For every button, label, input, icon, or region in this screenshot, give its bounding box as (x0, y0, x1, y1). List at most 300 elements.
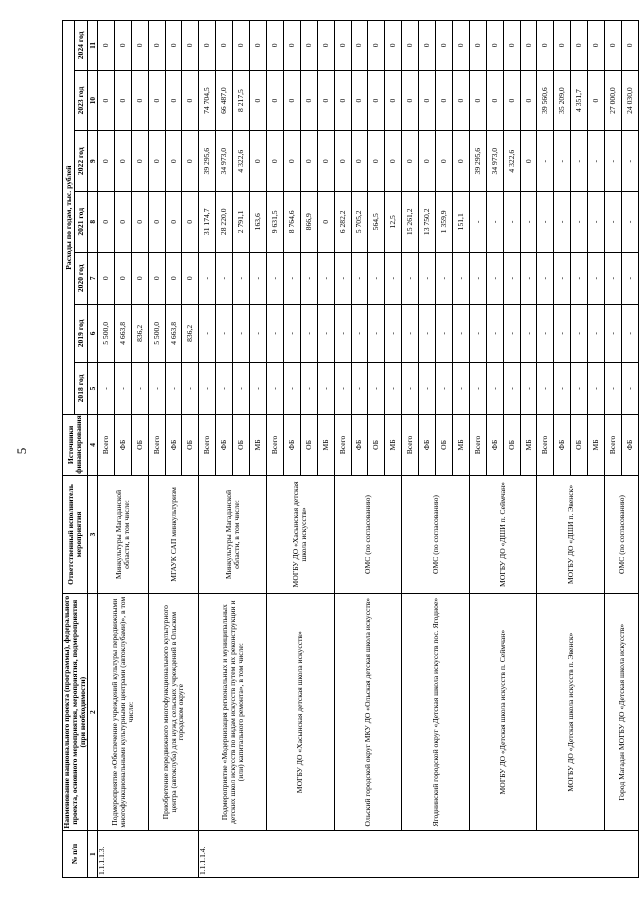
expense-value: 0 (368, 21, 385, 71)
expense-value: - (317, 304, 334, 362)
expense-value: 2 791,1 (233, 191, 250, 252)
expense-value: - (554, 304, 571, 362)
expense-value: - (503, 362, 520, 414)
expense-value: 4 322,6 (503, 131, 520, 192)
expense-value: - (368, 304, 385, 362)
activity-name: Город Магадан МОГБУ ДО «Детская школа искусств» (605, 594, 639, 831)
expense-value: 9 631,5 (266, 191, 283, 252)
expense-value: 0 (165, 191, 182, 252)
expense-value: 0 (351, 70, 368, 131)
expense-value: - (537, 131, 554, 192)
funding-source: ФБ (486, 415, 503, 476)
header-year: 2024 год (75, 21, 87, 71)
column-index: 5 (87, 362, 97, 414)
funding-source: ФБ (165, 415, 182, 476)
expense-value: 0 (148, 191, 165, 252)
expense-value: 0 (266, 131, 283, 192)
expense-value: - (368, 252, 385, 304)
expense-value: 31 174,7 (199, 191, 216, 252)
expense-value: - (216, 362, 233, 414)
expense-value: - (250, 362, 267, 414)
funding-source: ОБ (233, 415, 250, 476)
header-year: 2019 год (75, 304, 87, 362)
expense-value: 0 (469, 21, 486, 71)
expense-value: 0 (452, 70, 469, 131)
expense-value: - (131, 362, 148, 414)
expense-value: - (622, 362, 639, 414)
expense-value: - (571, 252, 588, 304)
expense-value: 34 973,0 (216, 131, 233, 192)
activity-name: Ягоднинский городской округ «Детская школа искусств пос. Ягодное» (402, 594, 470, 831)
expense-value: 66 487,0 (216, 70, 233, 131)
expense-value: 0 (300, 21, 317, 71)
expense-value: - (300, 362, 317, 414)
expense-value: 39 560,6 (537, 70, 554, 131)
expense-value: - (554, 131, 571, 192)
expense-value: - (622, 304, 639, 362)
expense-value: - (148, 362, 165, 414)
expense-value: 0 (165, 131, 182, 192)
expense-value: - (605, 131, 622, 192)
expense-value: 0 (402, 70, 419, 131)
expense-value: - (520, 252, 537, 304)
expense-value: - (216, 304, 233, 362)
table-row (537, 21, 554, 878)
expense-value: 0 (436, 70, 453, 131)
expense-value: 0 (233, 21, 250, 71)
expense-value: - (317, 362, 334, 414)
expense-value: - (266, 362, 283, 414)
expense-value: - (165, 362, 182, 414)
expense-value: - (283, 362, 300, 414)
expense-value: 0 (419, 21, 436, 71)
funding-source: ОБ (571, 415, 588, 476)
expense-value: 836,2 (182, 304, 199, 362)
expense-value: 34 973,0 (486, 131, 503, 192)
expense-value: - (199, 304, 216, 362)
expense-value: - (469, 304, 486, 362)
expense-value: 0 (182, 21, 199, 71)
activity-name: Приобретение передвижного многофункционального культурного центра (автоклуба) для нужд сельских учреждений в Ольском городском округе (148, 594, 199, 831)
expense-value: - (334, 304, 351, 362)
expense-value: - (588, 304, 605, 362)
expense-value: 39 295,6 (469, 131, 486, 192)
expense-value: - (300, 252, 317, 304)
expense-value: - (266, 304, 283, 362)
header-year: 2018 год (75, 362, 87, 414)
expense-value: 0 (605, 21, 622, 71)
header-year: 2020 год (75, 252, 87, 304)
funding-source: Всего (334, 415, 351, 476)
expense-value: - (605, 252, 622, 304)
table-row (469, 21, 486, 878)
expense-value: 0 (622, 21, 639, 71)
expense-value: 0 (131, 131, 148, 192)
expense-value: 0 (131, 70, 148, 131)
expense-value: - (469, 252, 486, 304)
expense-value: 0 (250, 131, 267, 192)
expense-value: 0 (97, 21, 114, 71)
expense-value: 4 663,8 (165, 304, 182, 362)
header-year: 2023 год (75, 70, 87, 131)
expense-value: - (452, 252, 469, 304)
expense-value: 0 (520, 131, 537, 192)
expense-value: 163,6 (250, 191, 267, 252)
expense-value: 0 (317, 131, 334, 192)
expense-value: - (622, 191, 639, 252)
expense-value: 0 (182, 131, 199, 192)
executor: ОМС (по согласованию) (605, 475, 639, 593)
funding-source: МБ (317, 415, 334, 476)
expense-value: 0 (250, 70, 267, 131)
expense-value: - (182, 362, 199, 414)
expense-value: 0 (114, 191, 131, 252)
column-index: 10 (87, 70, 97, 131)
funding-source: МБ (588, 415, 605, 476)
row-number: 1.1.1.1.4. (199, 831, 639, 878)
expense-value: 0 (588, 21, 605, 71)
expense-value: 0 (334, 70, 351, 131)
expense-value: 0 (452, 131, 469, 192)
expense-value: - (266, 252, 283, 304)
funding-source: ОБ (182, 415, 199, 476)
expense-value: - (554, 362, 571, 414)
header-num: № п/п (63, 831, 88, 878)
expense-value: - (588, 362, 605, 414)
table-row (97, 21, 114, 878)
expense-value: 0 (334, 21, 351, 71)
expense-value: 0 (283, 70, 300, 131)
executor: Минкультуры Магаданской области, в том числе: (199, 475, 267, 593)
funding-source: ФБ (351, 415, 368, 476)
expense-value: 0 (148, 70, 165, 131)
header-executor: Ответственный исполнитель мероприятия (63, 475, 88, 593)
expense-value: 1 359,9 (436, 191, 453, 252)
executor: МГАУК САП минкультуризм (148, 475, 199, 593)
expense-value: - (622, 252, 639, 304)
funding-source: МБ (385, 415, 402, 476)
expense-value: 0 (266, 21, 283, 71)
table-row (334, 21, 351, 878)
expense-value: - (520, 304, 537, 362)
expense-value: - (537, 191, 554, 252)
expense-value: - (250, 304, 267, 362)
expense-value: - (385, 362, 402, 414)
expense-value: - (233, 362, 250, 414)
expense-value: 564,5 (368, 191, 385, 252)
expense-value: - (283, 304, 300, 362)
expense-value: 0 (216, 21, 233, 71)
expense-value: 0 (486, 21, 503, 71)
expense-value: 0 (554, 21, 571, 71)
expense-value: - (419, 252, 436, 304)
expense-value: - (233, 252, 250, 304)
expense-value: - (97, 362, 114, 414)
expense-value: 0 (503, 70, 520, 131)
expense-value: 0 (419, 70, 436, 131)
expense-value: 866,9 (300, 191, 317, 252)
table-row (266, 21, 283, 878)
column-index-row (87, 21, 97, 878)
expense-value: 0 (131, 21, 148, 71)
expense-value: - (114, 362, 131, 414)
page-number: 5 (14, 447, 29, 455)
expense-value: - (588, 252, 605, 304)
expense-value: - (486, 252, 503, 304)
expense-value: 4 663,8 (114, 304, 131, 362)
expense-value: - (588, 191, 605, 252)
expense-value: 0 (114, 131, 131, 192)
expense-value: - (537, 304, 554, 362)
expense-value: 0 (165, 21, 182, 71)
expense-value: - (283, 252, 300, 304)
expense-value: 0 (266, 70, 283, 131)
header-year: 2021 год (75, 191, 87, 252)
expense-value: 0 (469, 70, 486, 131)
expense-value: 0 (402, 131, 419, 192)
expense-value: 5 500,0 (97, 304, 114, 362)
expense-value: 4 322,6 (233, 131, 250, 192)
expense-value: - (317, 252, 334, 304)
expense-value: - (503, 191, 520, 252)
expense-value: - (300, 304, 317, 362)
table-header (63, 21, 98, 878)
expense-value: - (452, 362, 469, 414)
header-name: Наименование национального проекта (программы), федерального проекта, основного мероприятия, мероприятия, подмероприятия (при необходимости) (63, 594, 88, 831)
expense-value: - (402, 362, 419, 414)
expense-value: 0 (300, 131, 317, 192)
funding-source: ФБ (554, 415, 571, 476)
expense-value: - (334, 362, 351, 414)
expense-value: 0 (520, 21, 537, 71)
funding-source: ОБ (300, 415, 317, 476)
expense-value: 0 (97, 131, 114, 192)
column-index: 9 (87, 131, 97, 192)
expense-value: 0 (351, 21, 368, 71)
expense-value: 0 (283, 131, 300, 192)
expense-value: 0 (452, 21, 469, 71)
expense-value: - (469, 191, 486, 252)
expense-value: - (554, 252, 571, 304)
expense-value: 0 (537, 21, 554, 71)
expense-value: 28 220,0 (216, 191, 233, 252)
header-year: 2022 год (75, 131, 87, 192)
expense-value: 13 750,2 (419, 191, 436, 252)
table-row (605, 21, 622, 878)
expense-value: - (436, 362, 453, 414)
expense-value: 6 282,2 (334, 191, 351, 252)
header-source: Источники финансирования (63, 415, 88, 476)
expense-value: 0 (250, 21, 267, 71)
expense-value: - (385, 252, 402, 304)
expense-value: 0 (114, 21, 131, 71)
funding-source: ОБ (368, 415, 385, 476)
header-expenses: Расходы по годам, тыс. рублей (63, 21, 75, 415)
expense-value: 0 (182, 191, 199, 252)
expense-value: 0 (300, 70, 317, 131)
expense-value: 0 (503, 21, 520, 71)
expense-value: 0 (165, 252, 182, 304)
funding-source: Всего (199, 415, 216, 476)
expense-value: 151,1 (452, 191, 469, 252)
funding-source: Всего (605, 415, 622, 476)
expense-value: 0 (402, 21, 419, 71)
activity-name: Подмероприятие «Модернизация региональных и муниципальных детских школ искусств по видам искусств путем их реконструкции и (или) капитального ремонта», в том числе: (199, 594, 267, 831)
column-index: 1 (87, 831, 97, 878)
expense-value: - (486, 191, 503, 252)
expense-value: - (588, 131, 605, 192)
expense-value: 0 (385, 21, 402, 71)
expense-value: - (419, 362, 436, 414)
expense-value: 0 (436, 131, 453, 192)
funding-source: Всего (402, 415, 419, 476)
expense-value: 0 (351, 131, 368, 192)
expense-value: 4 351,7 (571, 70, 588, 131)
funding-source: Всего (266, 415, 283, 476)
expense-value: - (503, 252, 520, 304)
expense-value: 0 (182, 252, 199, 304)
expense-value: 0 (436, 21, 453, 71)
expense-value: 0 (97, 70, 114, 131)
table-body (97, 21, 638, 878)
expense-value: - (571, 304, 588, 362)
table-row (199, 21, 216, 878)
expense-value: 0 (419, 131, 436, 192)
expense-value: 5 500,0 (148, 304, 165, 362)
table-row (148, 21, 165, 878)
funding-source: ОБ (503, 415, 520, 476)
executor: ОМС (по согласованию) (402, 475, 470, 593)
expense-value: - (520, 191, 537, 252)
expense-value: 8 217,5 (233, 70, 250, 131)
expense-value: - (402, 304, 419, 362)
expense-value: - (351, 304, 368, 362)
expense-value: - (436, 252, 453, 304)
expense-value: 0 (148, 252, 165, 304)
expense-value: 27 000,0 (605, 70, 622, 131)
table-row (402, 21, 419, 878)
expense-value: 0 (588, 70, 605, 131)
expense-value: 0 (97, 191, 114, 252)
expense-value: - (199, 252, 216, 304)
expense-value: 0 (385, 131, 402, 192)
activity-name: МОГБУ ДО «Детская школа искусств п. Эвенск» (537, 594, 605, 831)
executor: МОГБУ ДО «ДШИ п. Сеймчан» (469, 475, 537, 593)
expense-value: - (402, 252, 419, 304)
expense-value: - (537, 362, 554, 414)
funding-source: МБ (520, 415, 537, 476)
expense-value: - (537, 252, 554, 304)
column-index: 4 (87, 415, 97, 476)
funding-source: ОБ (436, 415, 453, 476)
column-index: 8 (87, 191, 97, 252)
expense-value: 24 030,0 (622, 70, 639, 131)
expense-value: 0 (148, 131, 165, 192)
expense-value: - (368, 362, 385, 414)
expense-value: - (486, 304, 503, 362)
activity-name: МОГБУ ДО «Детская школа искусств п. Сеймчан» (469, 594, 537, 831)
funding-source: ОБ (131, 415, 148, 476)
expense-value: - (436, 304, 453, 362)
expense-value: 0 (199, 21, 216, 71)
expense-value: 74 704,5 (199, 70, 216, 131)
executor: МОГБУ ДО «Хасынская детская школа искусств» (266, 475, 334, 593)
expense-value: 8 764,6 (283, 191, 300, 252)
expense-value: - (216, 252, 233, 304)
expense-value: - (351, 252, 368, 304)
funding-source: ФБ (216, 415, 233, 476)
expense-value: - (605, 191, 622, 252)
funding-source: ФБ (622, 415, 639, 476)
expense-value: - (419, 304, 436, 362)
expense-value: - (250, 252, 267, 304)
column-index: 6 (87, 304, 97, 362)
funding-source: Всего (148, 415, 165, 476)
expense-value: - (571, 362, 588, 414)
column-index: 2 (87, 594, 97, 831)
row-number: 1.1.1.1.3. (97, 831, 198, 878)
expense-value: - (571, 131, 588, 192)
executor: Минкультуры Магаданской области, в том числе: (97, 475, 148, 593)
expense-value: 0 (114, 252, 131, 304)
expense-value: - (571, 191, 588, 252)
expense-value: 0 (520, 70, 537, 131)
expense-value: 0 (131, 252, 148, 304)
activity-name: МОГБУ ДО «Хасынская детская школа искусств» (266, 594, 334, 831)
funding-source: Всего (537, 415, 554, 476)
expense-value: 12,5 (385, 191, 402, 252)
expense-value: - (486, 362, 503, 414)
expense-value: - (469, 362, 486, 414)
expense-value: 5 705,2 (351, 191, 368, 252)
expense-value: - (520, 362, 537, 414)
expense-value: - (199, 362, 216, 414)
expense-value: - (334, 252, 351, 304)
expense-value: 0 (114, 70, 131, 131)
expense-value: - (385, 304, 402, 362)
expense-value: 0 (165, 70, 182, 131)
expense-value: - (605, 362, 622, 414)
expense-value: 0 (283, 21, 300, 71)
funding-source: Всего (469, 415, 486, 476)
funding-source: ФБ (419, 415, 436, 476)
executor: МОГБУ ДО «ДШИ п. Эвенск» (537, 475, 605, 593)
expense-value: 0 (131, 191, 148, 252)
expense-value: - (452, 304, 469, 362)
activity-name: Ольский городской округ МКУ ДО «Ольская детская школа искусств» (334, 594, 402, 831)
expense-value: 836,2 (131, 304, 148, 362)
column-index: 3 (87, 475, 97, 593)
expense-value: 0 (334, 131, 351, 192)
expense-value: 0 (148, 21, 165, 71)
column-index: 7 (87, 252, 97, 304)
rotated-table-container (62, 20, 632, 878)
expense-value: - (503, 304, 520, 362)
funding-source: МБ (452, 415, 469, 476)
expense-value: 0 (317, 191, 334, 252)
executor: ОМС (по согласованию) (334, 475, 402, 593)
funding-source: Всего (97, 415, 114, 476)
expense-value: - (605, 304, 622, 362)
column-index: 11 (87, 21, 97, 71)
expense-value: 0 (385, 70, 402, 131)
funding-source: ФБ (283, 415, 300, 476)
activity-name: Подмероприятие «Обеспечение учреждений культуры передвижными многофункциональными культурными центрами (автоклубами)», в том числе: (97, 594, 148, 831)
expense-value: 0 (486, 70, 503, 131)
expense-value: - (351, 362, 368, 414)
expense-value: 0 (571, 21, 588, 71)
expense-value: 0 (317, 21, 334, 71)
